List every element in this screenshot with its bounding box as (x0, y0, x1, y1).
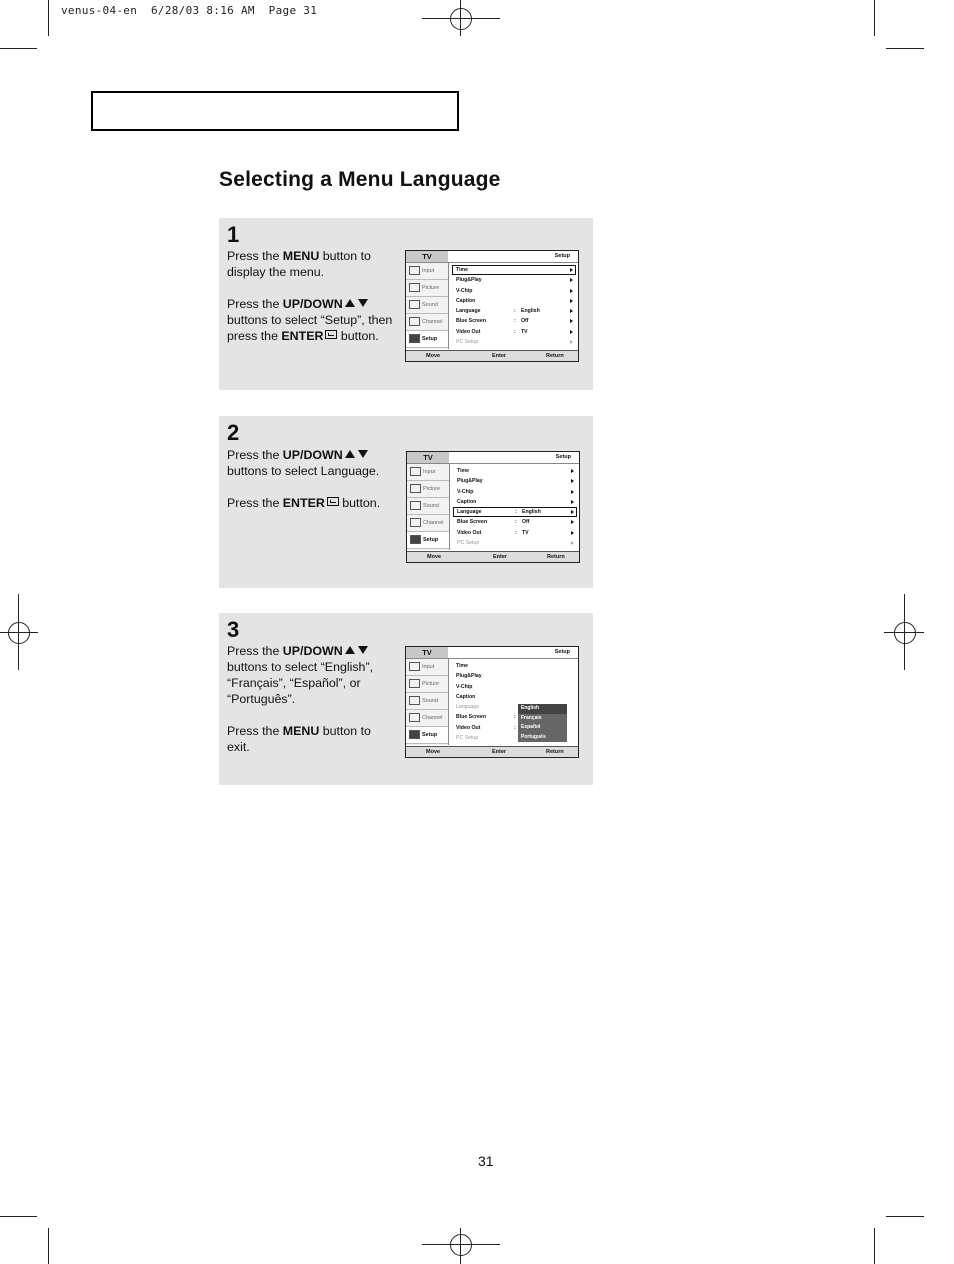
sound-icon (410, 501, 421, 510)
language-option-espanol: Español (521, 724, 541, 730)
step-number: 2 (227, 420, 240, 445)
osd-sidebar-picture: Picture (406, 280, 448, 297)
setup-icon (410, 535, 421, 544)
osd-row-plugplay: Plug&Play (452, 275, 576, 285)
osd-sidebar-channel: Channel (406, 314, 448, 331)
osd-move-hint: Move (426, 749, 441, 755)
step-number: 1 (227, 222, 240, 247)
osd-setup-title: Setup (555, 454, 571, 460)
crop-mark (874, 1228, 875, 1264)
down-arrow-icon (358, 299, 368, 307)
osd-footer (406, 746, 578, 757)
osd-sidebar-setup: Setup (406, 727, 448, 744)
language-dropdown (518, 704, 567, 742)
section-header-box (91, 91, 459, 131)
osd-sidebar-picture: Picture (406, 676, 448, 693)
picture-icon (409, 283, 420, 292)
osd-sidebar-input: Input (406, 659, 448, 676)
osd-row-bluescreen: Blue Screen : Off (452, 316, 576, 326)
tv-menu-screen (406, 451, 580, 563)
picture-icon (409, 679, 420, 688)
osd-sidebar-sound: Sound (406, 693, 448, 710)
osd-row-videoout: Video Out : TV (452, 327, 576, 337)
up-arrow-icon (345, 646, 355, 654)
osd-enter-hint: Enter (492, 353, 507, 359)
osd-row-time: Time (452, 265, 576, 275)
osd-sidebar-input: Input (406, 263, 448, 280)
sound-icon (409, 300, 420, 309)
osd-sidebar-sound: Sound (406, 297, 448, 314)
osd-sidebar-input: Input (407, 464, 449, 481)
crop-mark (886, 48, 924, 49)
osd-move-hint: Move (427, 554, 442, 560)
instruction-line: Press the UP/DOWN buttons to select “English”, “Français”, “Español”, or “Português”. (227, 644, 374, 706)
channel-icon (409, 317, 420, 326)
osd-row-language: Language : English (453, 507, 577, 517)
crop-mark (0, 48, 37, 49)
osd-row-bluescreen: Blue Screen : (456, 714, 516, 721)
language-option-english: English (518, 704, 567, 714)
enter-icon (327, 497, 339, 506)
up-arrow-icon (345, 299, 355, 307)
step-instructions (227, 447, 397, 527)
osd-setup-title: Setup (554, 649, 570, 655)
osd-sidebar (406, 263, 449, 349)
crop-mark (886, 1216, 924, 1217)
osd-row-time: Time (456, 663, 469, 669)
crop-mark (48, 0, 49, 36)
instruction-line: Press the UP/DOWN buttons to select “Setup”, then press the ENTER button. (227, 297, 393, 343)
input-icon (409, 266, 420, 275)
down-arrow-icon (358, 646, 368, 654)
osd-sidebar (407, 464, 450, 550)
input-icon (409, 662, 420, 671)
osd-tv-tab: TV (406, 647, 448, 658)
input-icon (410, 467, 421, 476)
osd-row-language: Language : (456, 704, 516, 711)
setup-icon (409, 334, 420, 343)
osd-enter-hint: Enter (492, 749, 507, 755)
osd-row-caption: Caption (453, 497, 577, 507)
osd-footer (407, 551, 579, 562)
osd-row-pcsetup: PC Setup (453, 538, 577, 548)
osd-sidebar-channel: Channel (407, 515, 449, 532)
instruction-line: Press the MENU button to display the menu. (227, 249, 371, 279)
osd-row-plugplay: Plug&Play (456, 673, 482, 680)
step-instructions (227, 643, 397, 771)
channel-icon (409, 713, 420, 722)
tv-menu-screen (405, 250, 579, 362)
instruction-line: Press the MENU button to exit. (227, 724, 371, 754)
step-instructions (227, 248, 397, 360)
osd-sidebar-setup: Setup (406, 331, 448, 348)
osd-sidebar-picture: Picture (407, 481, 449, 498)
osd-return-hint: Return (546, 353, 564, 359)
osd-row-plugplay: Plug&Play (453, 476, 577, 486)
language-option-portugues: Português (521, 733, 546, 740)
page-title: Selecting a Menu Language (219, 168, 501, 191)
sound-icon (409, 696, 420, 705)
osd-return-hint: Return (547, 554, 565, 560)
setup-icon (409, 730, 420, 739)
osd-row-caption: Caption (456, 693, 476, 700)
osd-menu-list (453, 466, 577, 548)
osd-sidebar-channel: Channel (406, 710, 448, 727)
step-1-panel (219, 218, 593, 390)
osd-row-vchip: V-Chip (456, 683, 473, 690)
language-option-francais: Français (521, 714, 542, 721)
osd-row-videoout: Video Out : TV (453, 528, 577, 538)
channel-icon (410, 518, 421, 527)
up-arrow-icon (345, 450, 355, 458)
osd-sidebar-setup: Setup (407, 532, 449, 549)
osd-row-time: Time (453, 466, 577, 476)
step-2-panel (219, 416, 593, 588)
osd-enter-hint: Enter (493, 554, 508, 560)
step-number: 3 (227, 617, 240, 642)
instruction-line: Press the UP/DOWN buttons to select Language. (227, 448, 380, 478)
crop-mark (48, 1228, 49, 1264)
osd-row-bluescreen: Blue Screen : Off (453, 517, 577, 527)
crop-mark (0, 1216, 37, 1217)
osd-footer (406, 350, 578, 361)
enter-icon (325, 330, 337, 339)
osd-row-language: Language : English (452, 306, 576, 316)
osd-setup-title: Setup (554, 253, 570, 259)
osd-row-vchip: V-Chip (452, 286, 576, 296)
osd-row-caption: Caption (452, 296, 576, 306)
osd-move-hint: Move (426, 353, 441, 359)
step-3-panel (219, 613, 593, 785)
osd-sidebar-sound: Sound (407, 498, 449, 515)
osd-row-videoout: Video Out : (456, 724, 516, 731)
osd-return-hint: Return (546, 749, 564, 755)
tv-menu-screen (405, 646, 579, 758)
osd-tv-tab: TV (406, 251, 448, 262)
osd-row-pcsetup: PC Setup (452, 337, 576, 347)
osd-row-pcsetup: PC Setup (456, 735, 479, 742)
osd-menu-list (452, 265, 576, 347)
crop-mark (874, 0, 875, 36)
instruction-line: Press the ENTER button. (227, 496, 381, 510)
down-arrow-icon (358, 450, 368, 458)
print-slug: venus-04-en 6/28/03 8:16 AM Page 31 (61, 4, 318, 17)
page-number: 31 (478, 1153, 494, 1169)
osd-tv-tab: TV (407, 452, 449, 463)
osd-sidebar (406, 659, 449, 745)
picture-icon (410, 484, 421, 493)
osd-row-vchip: V-Chip (453, 487, 577, 497)
